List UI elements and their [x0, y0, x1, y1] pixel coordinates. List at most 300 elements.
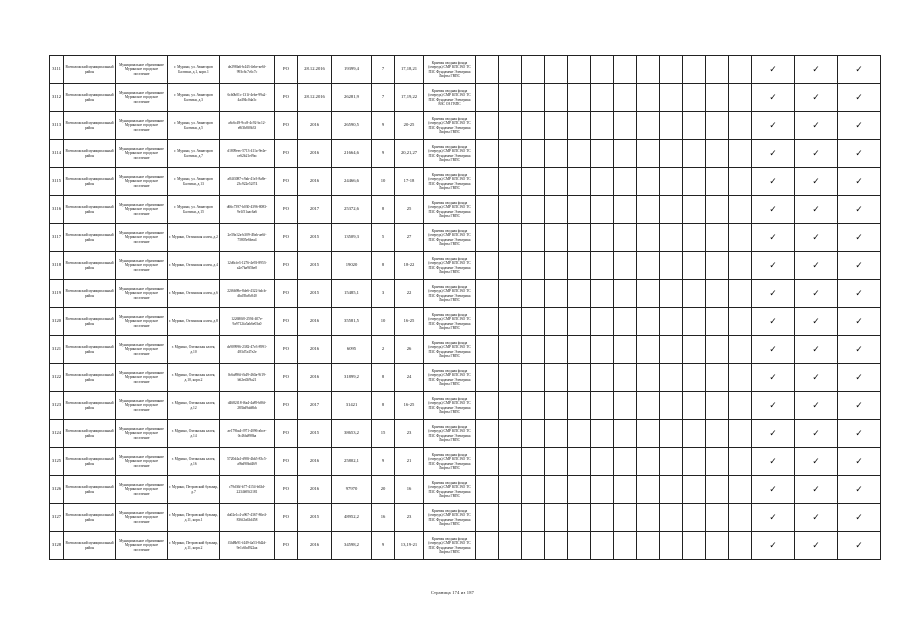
- check-mark-icon: ✓: [795, 364, 838, 392]
- program-cell: Краевая сводная фонда (очередь) СМР КПС ВО ТС ПЗС Фундамент Электрика Лифты ГВПС: [424, 476, 476, 504]
- empty-cell: [499, 448, 522, 476]
- empty-cell: [476, 476, 499, 504]
- empty-cell: [568, 112, 591, 140]
- empty-cell: [476, 392, 499, 420]
- code-cell: РО: [275, 448, 298, 476]
- guid-cell: d4682f18-f6a4-4a89-b86f-283bd9ab8bb: [220, 392, 275, 420]
- empty-cell: [568, 392, 591, 420]
- code-cell: РО: [275, 140, 298, 168]
- empty-cell: [568, 84, 591, 112]
- address-cell: г. Мурино, Охтинская аллея, д.6: [168, 280, 220, 308]
- empty-cell: [522, 280, 545, 308]
- empty-cell: [729, 56, 752, 84]
- row-number: 3113: [50, 112, 64, 140]
- empty-cell: [545, 476, 568, 504]
- empty-cell: [729, 196, 752, 224]
- code-cell: РО: [275, 112, 298, 140]
- apts-cell: 21: [395, 448, 424, 476]
- empty-cell: [637, 336, 660, 364]
- empty-cell: [591, 476, 614, 504]
- empty-cell: [683, 168, 706, 196]
- empty-cell: [637, 532, 660, 560]
- empty-cell: [499, 364, 522, 392]
- empty-cell: [614, 308, 637, 336]
- check-mark-icon: ✓: [795, 252, 838, 280]
- code-cell: РО: [275, 168, 298, 196]
- empty-cell: [522, 448, 545, 476]
- check-mark-icon: ✓: [795, 392, 838, 420]
- empty-cell: [637, 308, 660, 336]
- floors-cell: 20: [372, 476, 395, 504]
- program-cell: Краевая сводная фонда (очередь) СМР КПС ВО ТС ПЗС Фундамент Электрика Лифты ГВПС: [424, 112, 476, 140]
- apts-cell: 17,19,22: [395, 84, 424, 112]
- row-number: 3118: [50, 252, 64, 280]
- empty-cell: [499, 252, 522, 280]
- apts-cell: 26: [395, 336, 424, 364]
- empty-cell: [522, 364, 545, 392]
- empty-cell: [476, 420, 499, 448]
- floors-cell: 8: [372, 364, 395, 392]
- empty-cell: [499, 56, 522, 84]
- empty-cell: [614, 364, 637, 392]
- guid-cell: d66c7397-b030-4396-8083-9e1f51aac6a6: [220, 196, 275, 224]
- address-cell: г. Мурино, ул. Авиаторов Балтики, д.15: [168, 196, 220, 224]
- check-mark-icon: ✓: [795, 476, 838, 504]
- table-body: [50, 56, 881, 560]
- area-cell: 31899,2: [332, 364, 372, 392]
- empty-cell: [522, 140, 545, 168]
- settlement-cell: Муниципальное образование Муринское городское поселение: [116, 308, 168, 336]
- empty-cell: [637, 112, 660, 140]
- empty-cell: [545, 84, 568, 112]
- empty-cell: [545, 392, 568, 420]
- empty-cell: [660, 504, 683, 532]
- check-mark-icon: ✓: [752, 280, 795, 308]
- empty-cell: [614, 140, 637, 168]
- empty-cell: [660, 392, 683, 420]
- empty-cell: [660, 84, 683, 112]
- check-mark-icon: ✓: [795, 112, 838, 140]
- empty-cell: [591, 504, 614, 532]
- empty-cell: [660, 140, 683, 168]
- empty-cell: [706, 336, 729, 364]
- year-cell: 28.12.2016: [298, 56, 332, 84]
- row-number: 3126: [50, 476, 64, 504]
- empty-cell: [683, 532, 706, 560]
- empty-cell: [614, 504, 637, 532]
- area-cell: 19399,4: [332, 56, 372, 84]
- guid-cell: 0c6a896f-fb49-460a-9f19-b62ed3f9a21: [220, 364, 275, 392]
- empty-cell: [591, 224, 614, 252]
- empty-cell: [683, 392, 706, 420]
- settlement-cell: Муниципальное образование Муринское городское поселение: [116, 420, 168, 448]
- empty-cell: [545, 56, 568, 84]
- code-cell: РО: [275, 84, 298, 112]
- empty-cell: [591, 140, 614, 168]
- empty-cell: [476, 336, 499, 364]
- empty-cell: [545, 140, 568, 168]
- empty-cell: [591, 280, 614, 308]
- empty-cell: [637, 392, 660, 420]
- empty-cell: [637, 140, 660, 168]
- empty-cell: [545, 420, 568, 448]
- floors-cell: 8: [372, 392, 395, 420]
- table-row: [50, 308, 881, 336]
- district-cell: Всеволожский муниципальный район: [64, 252, 116, 280]
- table-row: [50, 336, 881, 364]
- area-cell: 35581,5: [332, 308, 372, 336]
- empty-cell: [545, 364, 568, 392]
- empty-cell: [476, 140, 499, 168]
- table-row: [50, 112, 881, 140]
- empty-cell: [568, 532, 591, 560]
- settlement-cell: Муниципальное образование Муринское городское поселение: [116, 504, 168, 532]
- empty-cell: [476, 196, 499, 224]
- guid-cell: da02e1c4-a967-4367-86e4-836f2a63d458: [220, 504, 275, 532]
- empty-cell: [660, 532, 683, 560]
- empty-cell: [545, 448, 568, 476]
- empty-cell: [683, 504, 706, 532]
- table-row: [50, 392, 881, 420]
- check-mark-icon: ✓: [838, 252, 881, 280]
- apts-cell: 17-18: [395, 168, 424, 196]
- empty-cell: [660, 308, 683, 336]
- check-mark-icon: ✓: [795, 224, 838, 252]
- apts-cell: 18-22: [395, 252, 424, 280]
- empty-cell: [614, 280, 637, 308]
- apts-cell: 23: [395, 504, 424, 532]
- apts-cell: 27: [395, 224, 424, 252]
- check-mark-icon: ✓: [838, 336, 881, 364]
- row-number: 3122: [50, 364, 64, 392]
- check-mark-icon: ✓: [838, 504, 881, 532]
- address-cell: г. Мурино, Петровский бульвар, д.11, корп.1: [168, 504, 220, 532]
- empty-cell: [522, 56, 545, 84]
- apts-cell: 24: [395, 364, 424, 392]
- empty-cell: [522, 308, 545, 336]
- address-cell: г. Мурино, Охтинская аллея, д.16: [168, 448, 220, 476]
- floors-cell: 9: [372, 532, 395, 560]
- empty-cell: [499, 504, 522, 532]
- empty-cell: [660, 252, 683, 280]
- empty-cell: [568, 252, 591, 280]
- floors-cell: 9: [372, 448, 395, 476]
- year-cell: 28.12.2016: [298, 84, 332, 112]
- district-cell: Всеволожский муниципальный район: [64, 476, 116, 504]
- check-mark-icon: ✓: [752, 140, 795, 168]
- empty-cell: [499, 224, 522, 252]
- check-mark-icon: ✓: [838, 476, 881, 504]
- area-cell: 48952,2: [332, 504, 372, 532]
- program-cell: Краевая сводная фонда (очередь) СМР КПС ВО ТС ПЗС Фундамент Электрика Лифты ГВПС: [424, 280, 476, 308]
- empty-cell: [522, 476, 545, 504]
- program-cell: Краевая сводная фонда (очередь) СМР КПС ВО ТС ПЗС Фундамент Электрика ВЗС ОЗ ГВПС: [424, 84, 476, 112]
- guid-cell: c79d36f-b77-4154-b63d-2234b95f2181: [220, 476, 275, 504]
- table-row: [50, 168, 881, 196]
- empty-cell: [637, 56, 660, 84]
- program-cell: Краевая сводная фонда (очередь) СМР КПС ВО ТС ПЗС Фундамент Электрика Лифты ГВПС: [424, 308, 476, 336]
- empty-cell: [499, 308, 522, 336]
- settlement-cell: Муниципальное образование Муринское городское поселение: [116, 84, 168, 112]
- area-cell: 25372,6: [332, 196, 372, 224]
- table-row: [50, 476, 881, 504]
- year-cell: 2016: [298, 168, 332, 196]
- empty-cell: [591, 392, 614, 420]
- apts-cell: 17,18,21: [395, 56, 424, 84]
- guid-cell: 2e39a12a-b309-49ab-ae6f-75805e6bea4: [220, 224, 275, 252]
- empty-cell: [522, 84, 545, 112]
- check-mark-icon: ✓: [752, 84, 795, 112]
- floors-cell: 15: [372, 420, 395, 448]
- table-row: [50, 84, 881, 112]
- empty-cell: [660, 336, 683, 364]
- check-mark-icon: ✓: [838, 224, 881, 252]
- empty-cell: [522, 196, 545, 224]
- empty-cell: [706, 448, 729, 476]
- check-mark-icon: ✓: [752, 336, 795, 364]
- empty-cell: [522, 112, 545, 140]
- row-number: 3121: [50, 336, 64, 364]
- empty-cell: [729, 532, 752, 560]
- guid-cell: 5720d4a1-d98f-4bb5-83c5-a9bd90bd469: [220, 448, 275, 476]
- empty-cell: [683, 112, 706, 140]
- district-cell: Всеволожский муниципальный район: [64, 84, 116, 112]
- address-cell: г. Мурино, Петровский бульвар, д.11, корп.2: [168, 532, 220, 560]
- settlement-cell: Муниципальное образование Муринское городское поселение: [116, 224, 168, 252]
- program-cell: Краевая сводная фонда (очередь) СМР КПС ВО ТС ПЗС Фундамент Электрика Лифты ГВПС: [424, 448, 476, 476]
- empty-cell: [499, 140, 522, 168]
- check-mark-icon: ✓: [838, 84, 881, 112]
- code-cell: РО: [275, 56, 298, 84]
- address-cell: г. Мурино, Петровский бульвар, д.7: [168, 476, 220, 504]
- empty-cell: [729, 308, 752, 336]
- floors-cell: 7: [372, 56, 395, 84]
- check-mark-icon: ✓: [795, 140, 838, 168]
- row-number: 3119: [50, 280, 64, 308]
- empty-cell: [614, 392, 637, 420]
- empty-cell: [729, 392, 752, 420]
- empty-cell: [568, 308, 591, 336]
- empty-cell: [706, 140, 729, 168]
- check-mark-icon: ✓: [752, 196, 795, 224]
- row-number: 3115: [50, 168, 64, 196]
- check-mark-icon: ✓: [838, 420, 881, 448]
- address-cell: г. Мурино, Охтинская аллея, д.10, корп.2: [168, 364, 220, 392]
- area-cell: 25802,1: [332, 448, 372, 476]
- empty-cell: [522, 504, 545, 532]
- settlement-cell: Муниципальное образование Муринское городское поселение: [116, 336, 168, 364]
- empty-cell: [591, 336, 614, 364]
- apts-cell: 20-25: [395, 112, 424, 140]
- address-cell: г. Мурино, Охтинская аллея, д.4: [168, 252, 220, 280]
- empty-cell: [591, 532, 614, 560]
- settlement-cell: Муниципальное образование Муринское городское поселение: [116, 392, 168, 420]
- empty-cell: [614, 56, 637, 84]
- check-mark-icon: ✓: [795, 84, 838, 112]
- settlement-cell: Муниципальное образование Муринское городское поселение: [116, 364, 168, 392]
- table-row: [50, 420, 881, 448]
- empty-cell: [499, 168, 522, 196]
- check-mark-icon: ✓: [795, 336, 838, 364]
- empty-cell: [706, 56, 729, 84]
- apts-cell: 23: [395, 420, 424, 448]
- empty-cell: [499, 280, 522, 308]
- empty-cell: [729, 280, 752, 308]
- empty-cell: [660, 280, 683, 308]
- apts-cell: 16-25: [395, 308, 424, 336]
- empty-cell: [591, 196, 614, 224]
- row-number: 3125: [50, 448, 64, 476]
- row-number: 3124: [50, 420, 64, 448]
- district-cell: Всеволожский муниципальный район: [64, 168, 116, 196]
- empty-cell: [476, 252, 499, 280]
- district-cell: Всеволожский муниципальный район: [64, 140, 116, 168]
- check-mark-icon: ✓: [752, 504, 795, 532]
- empty-cell: [476, 224, 499, 252]
- empty-cell: [568, 504, 591, 532]
- district-cell: Всеволожский муниципальный район: [64, 308, 116, 336]
- check-mark-icon: ✓: [752, 252, 795, 280]
- empty-cell: [637, 224, 660, 252]
- empty-cell: [568, 224, 591, 252]
- area-cell: 21664,6: [332, 140, 372, 168]
- year-cell: 2015: [298, 224, 332, 252]
- address-cell: г. Мурино, Охтинская аллея, д.14: [168, 420, 220, 448]
- year-cell: 2016: [298, 532, 332, 560]
- check-mark-icon: ✓: [752, 112, 795, 140]
- district-cell: Всеволожский муниципальный район: [64, 364, 116, 392]
- address-cell: г. Мурино, ул. Авиаторов Балтики, д.3: [168, 84, 220, 112]
- empty-cell: [637, 252, 660, 280]
- register-table: [49, 55, 881, 560]
- empty-cell: [729, 112, 752, 140]
- empty-cell: [476, 448, 499, 476]
- table-row: [50, 196, 881, 224]
- empty-cell: [637, 196, 660, 224]
- table-row: [50, 56, 881, 84]
- empty-cell: [637, 504, 660, 532]
- row-number: 3123: [50, 392, 64, 420]
- empty-cell: [591, 308, 614, 336]
- empty-cell: [476, 280, 499, 308]
- empty-cell: [522, 532, 545, 560]
- empty-cell: [706, 364, 729, 392]
- check-mark-icon: ✓: [838, 448, 881, 476]
- empty-cell: [591, 252, 614, 280]
- empty-cell: [591, 56, 614, 84]
- check-mark-icon: ✓: [838, 56, 881, 84]
- row-number: 3128: [50, 532, 64, 560]
- district-cell: Всеволожский муниципальный район: [64, 196, 116, 224]
- floors-cell: 2: [372, 336, 395, 364]
- program-cell: Краевая сводная фонда (очередь) СМР КПС ВО ТС ПЗС Фундамент Электрика Лифты ГВПС: [424, 252, 476, 280]
- table-row: [50, 504, 881, 532]
- code-cell: РО: [275, 476, 298, 504]
- empty-cell: [729, 364, 752, 392]
- check-mark-icon: ✓: [752, 476, 795, 504]
- empty-cell: [729, 168, 752, 196]
- code-cell: РО: [275, 196, 298, 224]
- empty-cell: [545, 252, 568, 280]
- year-cell: 2016: [298, 364, 332, 392]
- empty-cell: [614, 252, 637, 280]
- table-row: [50, 364, 881, 392]
- check-mark-icon: ✓: [752, 364, 795, 392]
- year-cell: 2017: [298, 196, 332, 224]
- table-row: [50, 532, 881, 560]
- empty-cell: [660, 364, 683, 392]
- settlement-cell: Муниципальное образование Муринское городское поселение: [116, 140, 168, 168]
- program-cell: Краевая сводная фонда (очередь) СМР КПС ВО ТС ПЗС Фундамент Электрика Лифты ГВПС: [424, 336, 476, 364]
- check-mark-icon: ✓: [752, 392, 795, 420]
- floors-cell: 9: [372, 140, 395, 168]
- empty-cell: [568, 280, 591, 308]
- program-cell: Краевая сводная фонда (очередь) СМР КПС ВО ТС ПЗС Фундамент Электрика Лифты ГВПС: [424, 140, 476, 168]
- empty-cell: [568, 420, 591, 448]
- check-mark-icon: ✓: [838, 392, 881, 420]
- year-cell: 2017: [298, 392, 332, 420]
- check-mark-icon: ✓: [795, 168, 838, 196]
- empty-cell: [522, 420, 545, 448]
- code-cell: РО: [275, 420, 298, 448]
- program-cell: Краевая сводная фонда (очередь) СМР КПС ВО ТС ПЗС Фундамент Электрика Лифты ГВПС: [424, 224, 476, 252]
- empty-cell: [729, 252, 752, 280]
- guid-cell: ds909996-2382-47e3-8991-483d7a47e2e: [220, 336, 275, 364]
- year-cell: 2016: [298, 476, 332, 504]
- settlement-cell: Муниципальное образование Муринское городское поселение: [116, 476, 168, 504]
- year-cell: 2016: [298, 336, 332, 364]
- code-cell: РО: [275, 504, 298, 532]
- table-row: [50, 448, 881, 476]
- empty-cell: [683, 308, 706, 336]
- settlement-cell: Муниципальное образование Муринское городское поселение: [116, 56, 168, 84]
- empty-cell: [545, 280, 568, 308]
- year-cell: 2016: [298, 308, 332, 336]
- empty-cell: [706, 308, 729, 336]
- empty-cell: [729, 504, 752, 532]
- year-cell: 2015: [298, 252, 332, 280]
- empty-cell: [683, 84, 706, 112]
- program-cell: Краевая сводная фонда (очередь) СМР КПС ВО ТС ПЗС Фундамент Электрика Лифты ГВПС: [424, 56, 476, 84]
- empty-cell: [499, 112, 522, 140]
- district-cell: Всеволожский муниципальный район: [64, 56, 116, 84]
- empty-cell: [706, 196, 729, 224]
- area-cell: 31421: [332, 392, 372, 420]
- check-mark-icon: ✓: [752, 56, 795, 84]
- empty-cell: [499, 532, 522, 560]
- empty-cell: [660, 224, 683, 252]
- check-mark-icon: ✓: [795, 56, 838, 84]
- code-cell: РО: [275, 364, 298, 392]
- row-number: 3111: [50, 56, 64, 84]
- empty-cell: [706, 84, 729, 112]
- row-number: 3120: [50, 308, 64, 336]
- program-cell: Краевая сводная фонда (очередь) СМР КПС ВО ТС ПЗС Фундамент Электрика Лифты ГВПС: [424, 504, 476, 532]
- empty-cell: [476, 532, 499, 560]
- empty-cell: [637, 280, 660, 308]
- guid-cell: 12d6cfe3-1276-4e93-8953-a2e7ba9f5be0: [220, 252, 275, 280]
- address-cell: г. Мурино, ул. Авиаторов Балтики, д.5: [168, 112, 220, 140]
- empty-cell: [637, 168, 660, 196]
- settlement-cell: Муниципальное образование Муринское городское поселение: [116, 196, 168, 224]
- table-row: [50, 280, 881, 308]
- floors-cell: 5: [372, 224, 395, 252]
- empty-cell: [614, 112, 637, 140]
- empty-cell: [683, 336, 706, 364]
- empty-cell: [545, 112, 568, 140]
- empty-cell: [499, 336, 522, 364]
- empty-cell: [729, 336, 752, 364]
